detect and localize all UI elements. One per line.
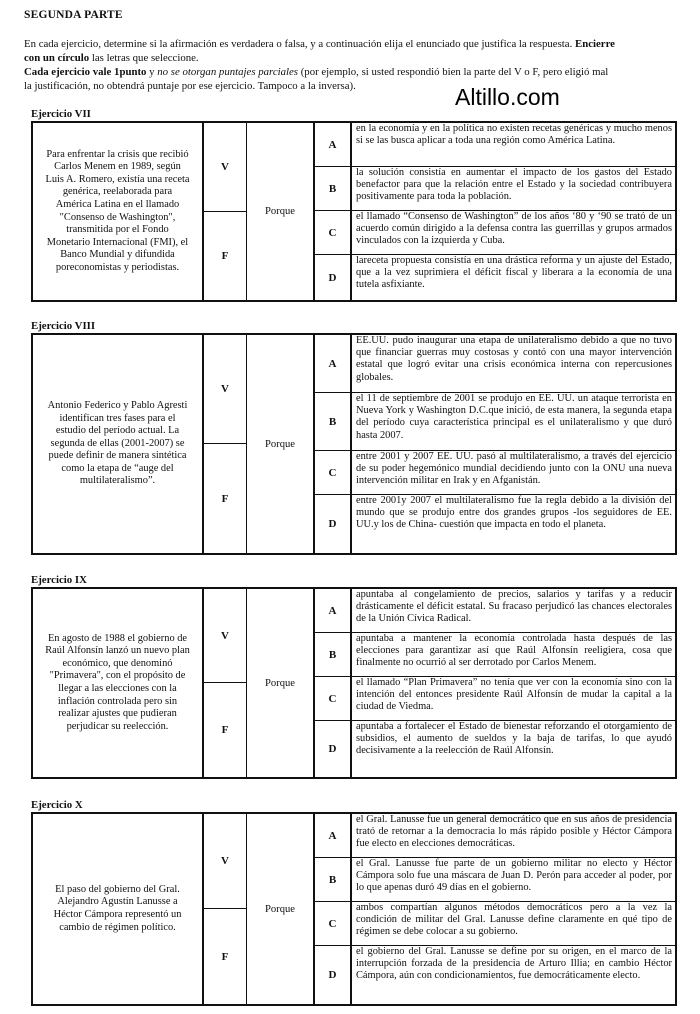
instructions-line-1: En cada ejercicio, determine si la afirmación es verdadera o falsa, y a continuación elija el enunciado que justifica la respuesta. Encierre: [24, 38, 615, 50]
option-letter[interactable]: A: [315, 335, 352, 392]
exercise-7-false-option[interactable]: F: [204, 212, 247, 301]
option-letter[interactable]: D: [315, 495, 352, 553]
option-text: el llamado “Consenso de Washington” de los años ‘80 y ‘90 se trató de un acuerdo común dirigido a la defensa contra las guerrillas y grupos armados vinculados con la izquierda y Cuba.: [356, 211, 672, 247]
exercise-9-false-option[interactable]: F: [204, 683, 247, 777]
option-letter[interactable]: B: [315, 633, 352, 676]
exercise-10-false-option[interactable]: F: [204, 909, 247, 1004]
option-letter[interactable]: D: [315, 946, 352, 1004]
section-heading: SEGUNDA PARTE: [24, 9, 123, 21]
exercise-7-option-d[interactable]: [315, 255, 675, 300]
exercise-7-option-c[interactable]: [315, 211, 675, 255]
option-letter[interactable]: C: [315, 451, 352, 494]
exercise-8-statement: Antonio Federico y Pablo Agresti identifican tres fases para el estudio del período actual. La segunda de ellas (2001-2007) se puede definir de manera sintética como la etapa de “auge del multilateralismo”.: [33, 335, 204, 553]
exercise-8-table: [31, 333, 677, 555]
watermark: Altillo.com: [455, 84, 560, 110]
exercise-10-statement: El paso del gobierno del Gral. Alejandro Agustín Lanusse a Héctor Cámpora representó un cambio de régimen político.: [33, 814, 204, 1004]
exercise-7-statement: Para enfrentar la crisis que recibió Carlos Menem en 1989, según Luis A. Romero, existía una receta genérica, reelaborada para América Latina en el llamado "Consenso de Washington", transmitida por el Fondo Monetario Internacional (FMI), el Banco Mundial y difundida poreconomistas y periodistas.: [33, 123, 204, 300]
exercise-8-false-option[interactable]: F: [204, 444, 247, 553]
instructions-line-4: la justificación, no obtendrá puntaje por ese ejercicio. Tampoco a la inversa).: [24, 80, 356, 92]
exercise-10-option-c[interactable]: [315, 902, 675, 946]
exercise-8-true-option[interactable]: V: [204, 335, 247, 444]
option-text: el Gral. Lanusse fue un general democrático que en sus años de presidencia trató de retornar a la democracia lo más rápido posible y Héctor Cámpora fue electo en elecciones democráticas.: [356, 814, 672, 850]
option-letter[interactable]: D: [315, 255, 352, 300]
exercise-10-porque: Porque: [247, 814, 315, 1004]
exercise-9-statement: En agosto de 1988 el gobierno de Raúl Alfonsín lanzó un nuevo plan económico, que denominó "Primavera", con el propósito de llegar a las elecciones con la inflación controlada pero sin realizar ajustes que pudieran perjudicar su reelección.: [33, 589, 204, 777]
exercise-7-option-b[interactable]: [315, 167, 675, 211]
exercise-9-option-b[interactable]: [315, 633, 675, 677]
exercise-10-option-b[interactable]: [315, 858, 675, 902]
option-letter[interactable]: C: [315, 211, 352, 254]
exercise-9-option-a[interactable]: [315, 589, 675, 633]
instructions-line-2: con un círculo las letras que seleccione.: [24, 52, 199, 64]
exercise-7-porque: Porque: [247, 123, 315, 300]
exercise-7-option-a[interactable]: [315, 123, 675, 167]
exercise-8-option-d[interactable]: [315, 495, 675, 553]
exercise-10-option-d[interactable]: [315, 946, 675, 1004]
option-text: entre 2001 y 2007 EE. UU. pasó al multilateralismo, a través del ejercicio de su poder hegemónico mundial decidiendo junto con la ONU una nueva intervención militar en Irak y en Afganistán.: [356, 451, 672, 487]
option-letter[interactable]: A: [315, 814, 352, 857]
exercise-9-title: Ejercicio IX: [31, 574, 87, 586]
exercise-8-porque: Porque: [247, 335, 315, 553]
instructions-line-3: Cada ejercicio vale 1punto y no se otorgan puntajes parciales (por ejemplo, si usted respondió bien la parte del V o F, pero eligió mal: [24, 66, 609, 78]
exercise-8-option-c[interactable]: [315, 451, 675, 495]
option-letter[interactable]: B: [315, 858, 352, 901]
option-letter[interactable]: B: [315, 167, 352, 210]
option-letter[interactable]: A: [315, 123, 352, 166]
exercise-9-option-c[interactable]: [315, 677, 675, 721]
option-text: ambos compartían algunos métodos democráticos pero a la vez la condición de militar del Gral. Lanusse define claramente en qué tipo de régimen se debe colocar a su gobierno.: [356, 902, 672, 938]
exercise-10-true-option[interactable]: V: [204, 814, 247, 909]
option-text: el gobierno del Gral. Lanusse se define por su origen, en el marco de la interrupción forzada de la presidencia de Arturo Illia; en cambio Héctor Cámpora, aún con condicionamientos, fue democráticamente electo.: [356, 946, 672, 982]
exercise-8-title: Ejercicio VIII: [31, 320, 96, 332]
option-letter[interactable]: B: [315, 393, 352, 450]
option-text: la solución consistía en aumentar el impacto de los gastos del Estado benefactor para que la relación entre el Estado y la sociedad contribuyera positivamente para toda la población.: [356, 167, 672, 203]
exercise-10-table: [31, 812, 677, 1006]
exercise-8-option-b[interactable]: [315, 393, 675, 451]
option-text: el Gral. Lanusse fue parte de un gobierno militar no electo y Héctor Cámpora solo fue una máscara de Juan D. Perón para acceder al poder, por lo que apenas duró 49 días en el gobierno.: [356, 858, 672, 894]
option-letter[interactable]: C: [315, 677, 352, 720]
instructions: [24, 37, 694, 93]
option-text: entre 2001y 2007 el multilateralismo fue la regla debido a la división del mundo que se produjo entre dos grandes grupos -los seguidores de EE. UU.y los de China- cuestión que impacta en todo el planeta.: [356, 495, 672, 531]
option-text: el llamado “Plan Primavera” no tenía que ver con la economía sino con la intención del entonces presidente Raúl Alfonsín de mudar la capital a la ciudad de Viedma.: [356, 677, 672, 713]
exercise-10-option-a[interactable]: [315, 814, 675, 858]
exercise-9-porque: Porque: [247, 589, 315, 777]
option-letter[interactable]: C: [315, 902, 352, 945]
exercise-9-option-d[interactable]: [315, 721, 675, 777]
exercise-7-true-option[interactable]: V: [204, 123, 247, 212]
exercise-7-title: Ejercicio VII: [31, 108, 91, 120]
exercise-10-title: Ejercicio X: [31, 799, 83, 811]
exercise-7-table: [31, 121, 677, 302]
option-letter[interactable]: D: [315, 721, 352, 777]
exercise-9-true-option[interactable]: V: [204, 589, 247, 683]
option-text: apuntaba a fortalecer el Estado de bienestar reforzando el otorgamiento de subsidios, el aumento de sueldos y la baja de tarifas, lo que ayudó decisivamente a la reelección de Raúl Alfonsín.: [356, 721, 672, 757]
option-letter[interactable]: A: [315, 589, 352, 632]
option-text: el 11 de septiembre de 2001 se produjo en EE. UU. un ataque terrorista en Nueva York y Washington D.C.que inició, de esta manera, la segunda etapa del período cuya característica principal es el unilateralismo y que duró hasta 2007.: [356, 393, 672, 441]
option-text: lareceta propuesta consistía en una drástica reforma y un ajuste del Estado, que a la vez suprimiera el déficit fiscal y liberara a la economía de una tutela asfixiante.: [356, 255, 672, 291]
exercise-8-option-a[interactable]: [315, 335, 675, 393]
exercise-9-table: [31, 587, 677, 779]
option-text: apuntaba al congelamiento de precios, salarios y tarifas y a reducir drásticamente el déficit estatal. Su fracaso perjudicó las chances electorales de la Unión Cívica Radical.: [356, 589, 672, 625]
option-text: en la economía y en la política no existen recetas genéricas y mucho menos si se las busca aplicar a toda una región como América Latina.: [356, 123, 672, 147]
option-text: EE.UU. pudo inaugurar una etapa de unilateralismo debido a que no tuvo que financiar guerras muy costosas y contó con una mayor intervención estatal que logró evitar una crisis económica interna con repercusiones globales.: [356, 335, 672, 383]
option-text: apuntaba a mantener la economía controlada hasta después de las elecciones para garantizar así que Raúl Alfonsín reeligiera, cosa que finalmente no ocurrió al ser derrotado por Carlos Menem.: [356, 633, 672, 669]
